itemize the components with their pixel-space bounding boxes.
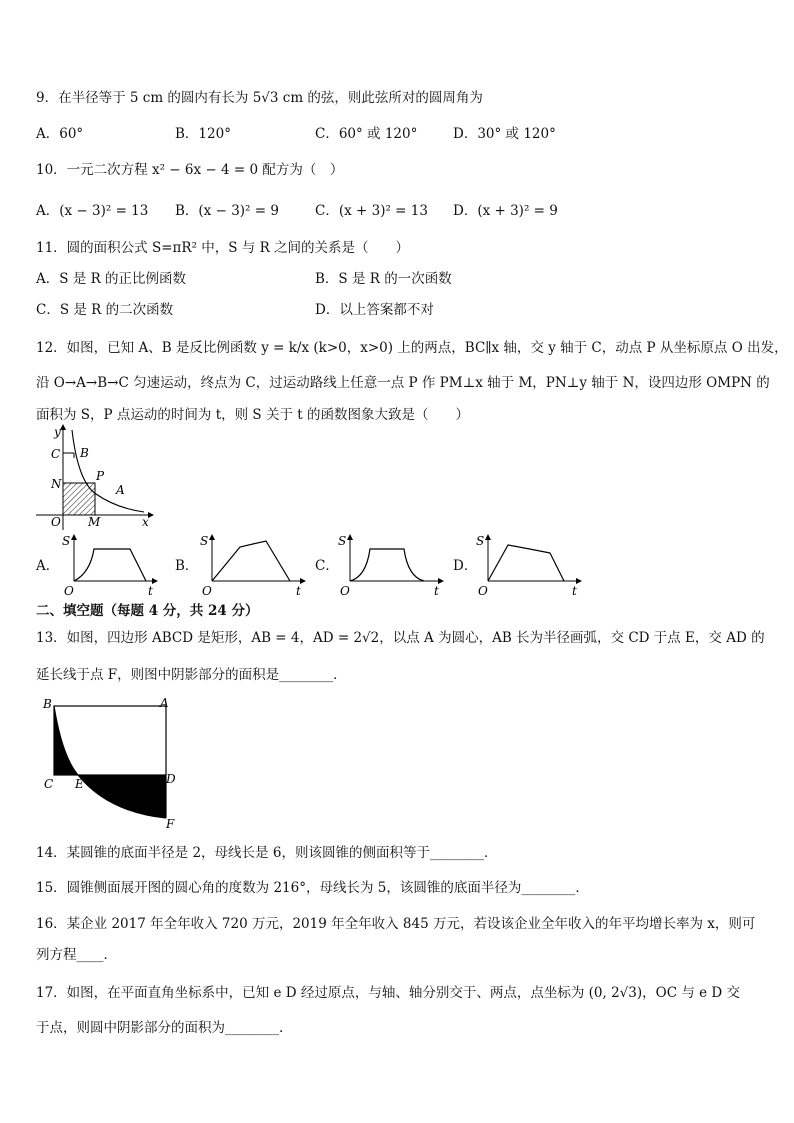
q17-line1: 17．如图，在平面直角坐标系中，已知 e D 经过原点，与轴、轴分别交于、两点，点坐标为 (0, 2√3)，OC 与 e D 交 [36,985,741,1001]
q12-label-y: y [54,425,61,439]
q12-graph-c-o: O [340,584,350,598]
q13-label-d: D [166,772,176,786]
q12-label-p: P [96,469,105,483]
q12-graph-letter-b: B． [175,558,199,574]
q11-stem: 11．圆的面积公式 S=πR² 中，S 与 R 之间的关系是（ ） [36,240,410,256]
q12-graph-c [338,533,448,597]
q13-figure [40,694,180,834]
q14-stem: 14．某圆锥的底面半径是 2，母线长是 6，则该圆锥的侧面积等于________． [36,845,498,861]
q9-option-d: D．30° 或 120° [453,126,556,142]
q12-graph-d-s: S [476,534,485,548]
q12-label-b: B [80,446,89,460]
q13-label-f: F [166,817,175,831]
q10-stem: 10．一元二次方程 x² − 6x − 4 = 0 配方为（ ） [36,162,344,178]
q12-label-x: x [142,515,149,529]
q12-graph-a-o: O [64,584,74,598]
q12-graph-d-curve [488,545,564,581]
q12-graph-letter-d: D． [453,558,478,574]
q12-line1: 12．如图，已知 A、B 是反比例函数 y = k/x (k>0，x>0) 上的两点，BC∥x 轴，交 y 轴于 C，动点 P 从坐标原点 O 出发， [36,340,788,356]
q15-stem: 15．圆锥侧面展开图的圆心角的度数为 216°，母线长为 5，该圆锥的底面半径为________． [36,880,589,896]
q12-graph-c-s: S [338,534,347,548]
q13-label-c: C [44,777,54,791]
q13-shaded-left [54,706,78,775]
q11-option-c: C．S 是 R 的二次函数 [36,302,174,318]
q12-graph-b-t: t [296,584,301,598]
q11-option-b: B．S 是 R 的一次函数 [315,271,452,287]
q12-shaded-rect [63,483,95,515]
q12-graph-c-t: t [434,584,439,598]
q13-label-e: E [75,777,84,791]
q12-label-n: N [51,477,62,491]
q12-label-a: A [116,483,125,497]
q12-graph-letter-a: A． [36,558,60,574]
q11-option-a: A．S 是 R 的正比例函数 [36,271,187,287]
section-heading: 二、填空题（每题 4 分，共 24 分） [36,603,259,619]
q17-line2: 于点，则圆中阴影部分的面积为________. [36,1020,284,1036]
q12-line3: 面积为 S，P 点运动的时间为 t，则 S 关于 t 的函数图象大致是（ ） [36,407,469,423]
q13-line2: 延长线于点 F，则图中阴影部分的面积是________． [36,667,347,683]
q9-option-c: C．60° 或 120° [315,126,418,142]
q10-option-a: A．(x − 3)² = 13 [36,203,149,219]
q16-line2: 列方程____． [36,947,117,963]
q12-figure [36,422,156,530]
q9-option-b: B．120° [175,126,231,142]
q12-graph-a-curve [74,549,146,581]
q12-graph-d [476,533,586,597]
q10-option-c: C．(x + 3)² = 13 [315,203,428,219]
q12-label-o: O [51,515,61,529]
q12-graph-a-t: t [148,584,153,598]
q13-label-a: A [160,696,169,710]
q12-graph-letter-c: C． [315,558,339,574]
q13-shaded-right [78,775,166,818]
q16-line1: 16．某企业 2017 年全年收入 720 万元，2019 年全年收入 845 万元，若设该企业全年收入的年平均增长率为 x，则可 [36,916,756,932]
q12-graph-b-curve [212,541,290,581]
q12-graph-c-curve [350,549,424,581]
q12-graph-d-o: O [478,584,488,598]
q10-option-d: D．(x + 3)² = 9 [453,203,558,219]
q12-graph-a [60,533,160,597]
q13-line1: 13．如图，四边形 ABCD 是矩形，AB = 4，AD = 2√2，以点 A 为圆心，AB 长为半径画弧，交 CD 于点 E，交 AD 的 [36,630,765,646]
q12-label-m: M [88,515,101,529]
q12-graph-b-o: O [202,584,212,598]
q9-option-a: A．60° [36,126,84,142]
q13-label-b: B [43,697,52,711]
q12-graph-b [200,533,310,597]
q9-stem: 9．在半径等于 5 cm 的圆内有长为 5√3 cm 的弦，则此弦所对的圆周角为 [36,90,483,106]
q12-label-c: C [51,447,61,461]
q11-option-d: D．以上答案都不对 [315,302,434,318]
q12-graph-d-t: t [572,584,577,598]
q12-graph-b-s: S [200,534,209,548]
q12-graph-a-s: S [62,534,71,548]
q12-line2: 沿 O→A→B→C 匀速运动，终点为 C，过运动路线上任意一点 P 作 PM⊥x 轴于 M，PN⊥y 轴于 N，设四边形 OMPN 的 [36,375,770,391]
q10-option-b: B．(x − 3)² = 9 [175,203,279,219]
